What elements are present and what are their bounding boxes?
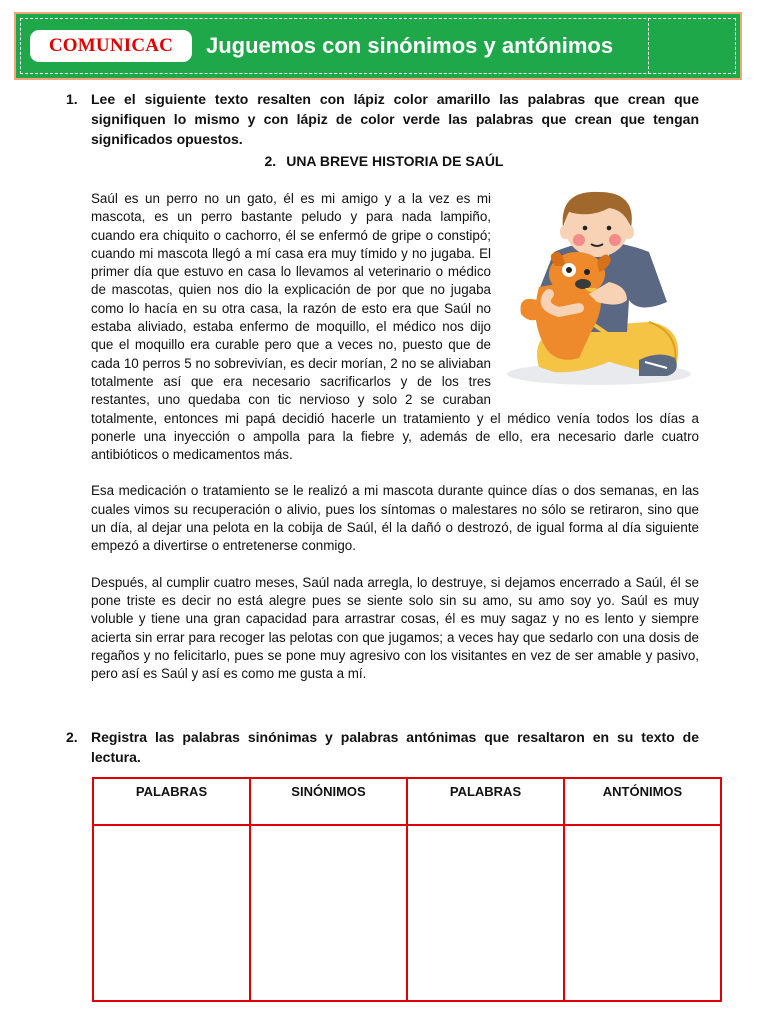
column-header-antonimos: ANTÓNIMOS xyxy=(564,778,721,825)
story-title: UNA BREVE HISTORIA DE SAÚL xyxy=(286,153,504,169)
instruction-text: Lee el siguiente texto resalten con lápiz color amarillo las palabras que crean que signifiquen lo mismo y con lápiz de color verde las palabras que crean que tengan significados opuestos. xyxy=(91,91,699,147)
answer-cell[interactable] xyxy=(407,825,564,1001)
instruction-number: 2. xyxy=(66,729,78,745)
header-banner xyxy=(16,14,740,78)
banner-dashed-divider xyxy=(648,18,649,74)
banner-dashed-border xyxy=(20,18,736,19)
story-number: 2. xyxy=(264,153,277,169)
column-header-sinonimos: SINÓNIMOS xyxy=(250,778,407,825)
banner-dashed-border xyxy=(20,18,21,74)
table-row xyxy=(93,825,721,1001)
instruction-2 xyxy=(66,727,699,767)
story-heading xyxy=(0,151,768,171)
story-paragraph: Saúl es un perro no un gato, él es mi amigo y a la vez es mi mascota, es un perro bastante peludo y para nada lampiño, cuando era chiquito o cachorro, él se enfermó de gripe o constipó; cuando mi mascota llegó a mí casa era muy tímido y no jugaba. El primer día que estuvo en casa lo llevamos al veterinario o médico de mascotas, quien nos dio la explicación de por que no jugaba como lo hacía en su otra casa, la razón de esto era que Saúl no estaba aliviado, estaba enfermo de moquillo, el médico nos dijo que el moquillo era curable pero que a veces no, puesto que de cada 10 perros 5 no sobrevivían, es decir morían, 2 no se aliviaban totalmente así que era necesario sacrificarlos y de los tres restantes, uno quedaba con tic nervioso y solo 2 se curaban totalmente, entonces mi papá decidió hacerle un tratamiento y el médico venía todos los días a ponerle una inyección o ampolla para la fiebre y, además de ello, era necesario darle cuatro antibióticos o medicamentos más. xyxy=(91,191,699,463)
story-paragraph: Después, al cumplir cuatro meses, Saúl nada arregla, lo destruye, si dejamos encerrado a Saúl, él se pone triste es decir no está alegre pues se siente solo sin su amo, su amo soy yo. Saúl es muy voluble y tiene una gran capacidad para arrastrar cosas, él es muy sagaz y no es lento y siempre acierta sin errar para recoger las pelotas con que jugamos; a veces hay que sedarlo con una dosis de regaños y no felicitarlo, pues se pone muy agresivo con los visitantes en vez de ser amable y pasivo, pero así es Saúl y así es como me gusta a mí. xyxy=(91,574,699,682)
boy-hugging-dog-illustration xyxy=(499,182,699,392)
column-header-palabras: PALABRAS xyxy=(93,778,250,825)
story-paragraph: Esa medicación o tratamiento se le realizó a mi mascota durante quince días o dos semanas, en las cuales vimos su recuperación o alivio, pues los síntomas o malestares no sólo se retiraron, sino que un día, al dejar una pelota en la cobija de Saúl, él la dañó o destrozó, de igual forma al día siguiente empezó a divertirse o entretenerse conmigo. xyxy=(91,483,699,554)
story-body xyxy=(91,190,699,701)
instruction-text: Registra las palabras sinónimas y palabras antónimas que resaltaron en su texto de lectura. xyxy=(91,729,699,765)
answer-cell[interactable] xyxy=(564,825,721,1001)
subject-badge: COMUNICAC xyxy=(30,30,192,62)
answer-cell[interactable] xyxy=(93,825,250,1001)
table-header-row xyxy=(93,778,721,825)
banner-dashed-border xyxy=(20,73,736,74)
answer-table xyxy=(92,777,722,1002)
page-title: Juguemos con sinónimos y antónimos xyxy=(206,33,614,58)
column-header-palabras: PALABRAS xyxy=(407,778,564,825)
instruction-1 xyxy=(66,89,699,149)
instruction-number: 1. xyxy=(66,91,78,107)
answer-cell[interactable] xyxy=(250,825,407,1001)
banner-dashed-border xyxy=(735,18,736,74)
